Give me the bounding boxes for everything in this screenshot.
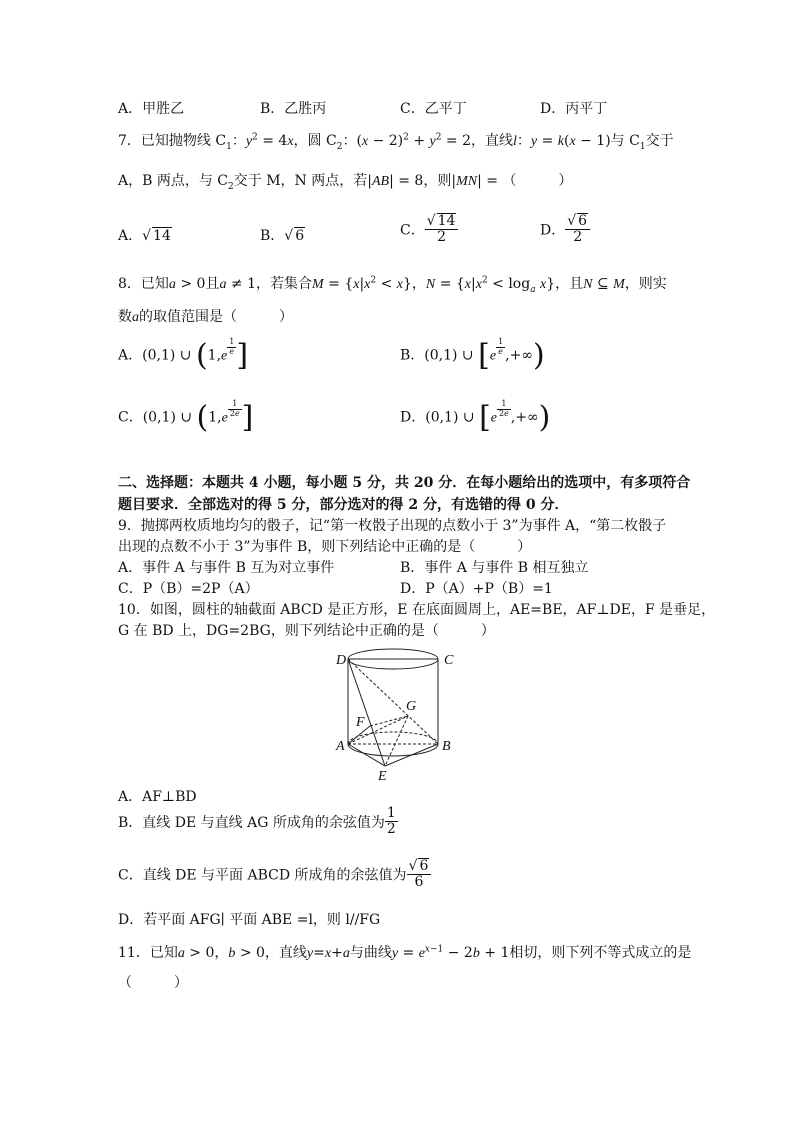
- label-c: C: [444, 653, 454, 668]
- q8-option-a: A．(0,1) ∪ (1,e $^{\frac{1}{e}}$ ]: [118, 337, 249, 373]
- q9-line-1: 9．抛掷两枚质地均匀的骰子，记“第一枚骰子出现的点数小于 3”为事件 A，“第二枚骰子: [118, 518, 667, 534]
- q7-option-a: A．√ 14: [118, 228, 171, 244]
- section-2-heading-line-2: 题目要求．全部选对的得 5 分，部分选对的得 2 分，有选错的得 0 分．: [118, 497, 569, 513]
- segment-ge: [385, 716, 408, 766]
- cylinder-figure: [330, 644, 470, 784]
- q9-option-b: B．事件 A 与事件 B 相互独立: [400, 560, 589, 576]
- q10-line-2: G 在 BD 上，DG=2BG，则下列结论中正确的是（ ）: [118, 623, 495, 639]
- label-g: G: [406, 699, 417, 714]
- label-f: F: [356, 715, 365, 730]
- label-b: B: [442, 739, 451, 754]
- q7-option-b: B．√ 6: [260, 228, 305, 244]
- q11-line-1: 11．已知a > 0，b > 0，直线y=x+a与曲线$y = e^{x-1} - 2b + 1$相切，则下列不等式成立的是: [118, 944, 692, 961]
- q9-option-c: C．P（B）=2P（A）: [118, 581, 259, 597]
- q6-option-a: A．甲胜乙: [118, 101, 185, 117]
- label-a: A: [336, 739, 345, 754]
- q8-option-b: B．(0,1) ∪ [e $^{\frac{1}{e}}$ ,+∞): [400, 337, 545, 373]
- q8-line-2: 数a的取值范围是（ ）: [118, 309, 293, 325]
- segment-db: [348, 659, 438, 744]
- q8-option-c: C．(0,1) ∪ (1,e $^{\frac{1}{2e}}$ ]: [118, 399, 254, 435]
- q7-option-c: C． $\frac{√ 14}{2}$: [400, 213, 458, 246]
- section-2-heading-line-1: 二、选择题：本题共 4 小题，每小题 5 分，共 20 分．在每小题给出的选项中，有多项符合: [118, 475, 691, 491]
- q6-option-b: B．乙胜丙: [260, 101, 327, 117]
- q7-line-1: 7．已知抛物线 $C_1$：$y^2 = 4x$，圆 $C_2$：$(x - 2)^2 + y^2 = 2$，直线l：y = k(x − 1)与 $C_1$交于: [118, 132, 674, 152]
- q9-option-a: A．事件 A 与事件 B 互为对立事件: [118, 560, 335, 576]
- q9-line-2: 出现的点数不小于 3”为事件 B，则下列结论中正确的是（ ）: [118, 539, 532, 555]
- q11-line-2: （ ）: [118, 975, 188, 991]
- q6-option-d: D．丙平丁: [540, 101, 608, 117]
- label-d: D: [336, 653, 347, 668]
- q8-option-d: D．(0,1) ∪ [e $^{\frac{1}{2e}}$ ,+∞): [400, 399, 551, 435]
- q10-option-c: C．直线 DE 与平面 ABCD 所成角的余弦值为 $\frac{√ 6}{6}$: [118, 858, 431, 891]
- q9-option-d: D．P（A）+P（B）=1: [400, 581, 553, 597]
- q8-line-1: 8．已知a > 0且a ≠ 1，若集合$M = \{x|x^2 < x\}$，$N = \{x|x^2 < \log_a x\}$，且N ⊆ M，则实: [118, 275, 667, 295]
- q10-line-1: 10．如图，圆柱的轴截面 ABCD 是正方形，E 在底面圆周上，AE=BE，AF⊥DE，F 是垂足，: [118, 602, 716, 618]
- q7-line-2: A，B 两点，与 $C_2$交于 M，N 两点，若|AB| = 8，则|MN| = （ ）: [118, 173, 573, 192]
- q7-option-d: D． $\frac{√ 6}{2}$: [540, 213, 590, 246]
- label-e: E: [378, 769, 387, 784]
- q10-option-a: A．AF⊥BD: [118, 789, 197, 805]
- q10-option-d: D．若平面 AFG∣ 平面 ABE =l，则 l//FG: [118, 912, 381, 928]
- segment-be: [385, 744, 438, 766]
- q6-option-c: C．乙平丁: [400, 101, 467, 117]
- bottom-ellipse-back: [348, 732, 438, 744]
- q10-option-b: B．直线 DE 与直线 AG 所成角的余弦值为 $\frac{1}{2}$: [118, 805, 396, 838]
